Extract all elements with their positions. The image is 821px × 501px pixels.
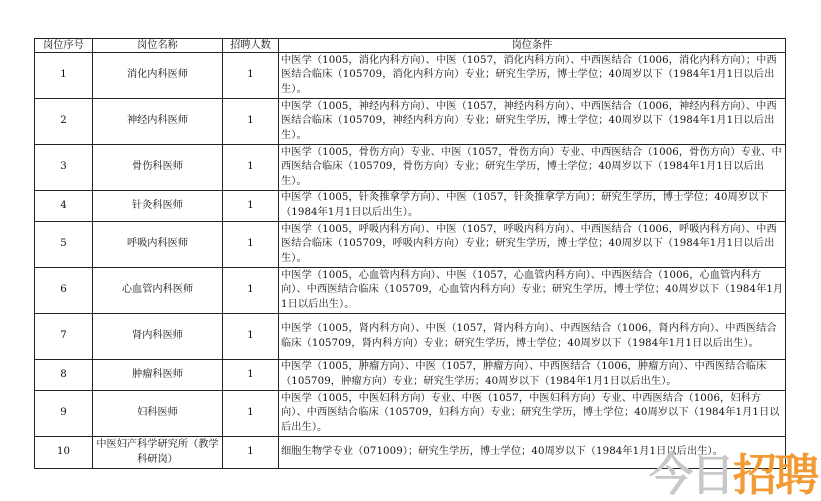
row-conditions: 中医学（1005，心血管内科方向）、中医（1057，心血管内科方向）、中西医结合（1006，心血管内科方向）、中西医结合临床（105709，心血管内科方向）专业；研究生学历，博士学位；40周岁以下（1984年1月1日以后出生）。: [279, 268, 786, 314]
row-count: 1: [223, 268, 279, 314]
row-count: 1: [223, 391, 279, 437]
row-name: 呼吸内科医师: [93, 222, 223, 268]
row-name: 骨伤科医师: [93, 145, 223, 191]
row-name: 神经内科医师: [93, 99, 223, 145]
watermark-part2: 招聘: [733, 450, 817, 501]
table-row: [35, 53, 786, 99]
row-no: 3: [35, 145, 93, 191]
row-conditions: 中医学（1005，中医妇科方向）专业、中医（1057，中医妇科方向）专业、中西医结合（1006，妇科方向）、中西医结合临床（105709，妇科方向）专业；研究生学历，博士学位；40周岁以下（1984年1月1日以后出生）。: [279, 391, 786, 437]
row-no: 7: [35, 314, 93, 360]
row-no: 10: [35, 437, 93, 469]
row-name: 中医妇产科学研究所（教学科研岗）: [93, 437, 223, 469]
table-row: [35, 360, 786, 391]
row-no: 5: [35, 222, 93, 268]
table-row: [35, 314, 786, 360]
row-count: 1: [223, 191, 279, 222]
row-name: 妇科医师: [93, 391, 223, 437]
row-conditions: 中医学（1005，呼吸内科方向）、中医（1057，呼吸内科方向）、中西医结合（1006，呼吸内科方向）、中西医结合临床（105709，呼吸内科方向）专业；研究生学历，博士学位；40周岁以下（1984年1月1日以后出生）。: [279, 222, 786, 268]
row-count: 1: [223, 99, 279, 145]
row-conditions: 中医学（1005，肿瘤方向）、中医（1057，肿瘤方向）、中西医结合（1006，肿瘤方向）、中西医结合临床（105709，肿瘤方向）专业；研究生学历；40周岁以下（1984年1月1日以后出生）。: [279, 360, 786, 391]
row-no: 1: [35, 53, 93, 99]
row-no: 6: [35, 268, 93, 314]
row-count: 1: [223, 437, 279, 469]
header-no: 岗位序号: [35, 39, 93, 53]
row-name: 肾内科医师: [93, 314, 223, 360]
row-conditions: 中医学（1005，肾内科方向）、中医（1057，肾内科方向）、中西医结合（1006，肾内科方向）、中西医结合临床（105709，肾内科方向）专业；研究生学历，博士学位；40周岁以下（1984年1月1日以后出生）。: [279, 314, 786, 360]
row-count: 1: [223, 222, 279, 268]
row-name: 针灸科医师: [93, 191, 223, 222]
table-row: [35, 268, 786, 314]
table-row: [35, 145, 786, 191]
row-no: 9: [35, 391, 93, 437]
row-conditions: 中医学（1005，骨伤方向）专业、中医（1057，骨伤方向）专业、中西医结合（1006，骨伤方向）专业、中西医结合临床（105709，骨伤方向）专业；研究生学历，博士学位；40周岁以下（1984年1月1日以后出生）。: [279, 145, 786, 191]
row-conditions: 细胞生物学专业（071009）；研究生学历，博士学位；40周岁以下（1984年1月1日以后出生）。: [279, 437, 786, 469]
row-name: 肿瘤科医师: [93, 360, 223, 391]
row-count: 1: [223, 314, 279, 360]
table-header-row: [35, 39, 786, 53]
table-row: [35, 99, 786, 145]
row-count: 1: [223, 53, 279, 99]
watermark-logo: [649, 450, 817, 501]
row-conditions: 中医学（1005，消化内科方向）、中医（1057，消化内科方向）、中西医结合（1006，消化内科方向）；中西医结合临床（105709，消化内科方向）专业；研究生学历，博士学位；40周岁以下（1984年1月1日以后出生）。: [279, 53, 786, 99]
row-name: 消化内科医师: [93, 53, 223, 99]
row-count: 1: [223, 145, 279, 191]
header-name: 岗位名称: [93, 39, 223, 53]
row-no: 2: [35, 99, 93, 145]
watermark-part1: 今日: [649, 450, 733, 501]
row-count: 1: [223, 360, 279, 391]
table-row: [35, 222, 786, 268]
header-count: 招聘人数: [223, 39, 279, 53]
row-conditions: 中医学（1005，针灸推拿学方向）、中医（1057，针灸推拿学方向）；研究生学历，博士学位；40周岁以下（1984年1月1日以后出生）。: [279, 191, 786, 222]
table-row: [35, 391, 786, 437]
row-name: 心血管内科医师: [93, 268, 223, 314]
row-no: 8: [35, 360, 93, 391]
table-row: [35, 191, 786, 222]
job-table: [34, 38, 786, 469]
header-conditions: 岗位条件: [279, 39, 786, 53]
row-conditions: 中医学（1005，神经内科方向）、中医（1057，神经内科方向）、中西医结合（1006，神经内科方向）、中西医结合临床（105709，神经内科方向）专业；研究生学历，博士学位；40周岁以下（1984年1月1日以后出生）。: [279, 99, 786, 145]
row-no: 4: [35, 191, 93, 222]
